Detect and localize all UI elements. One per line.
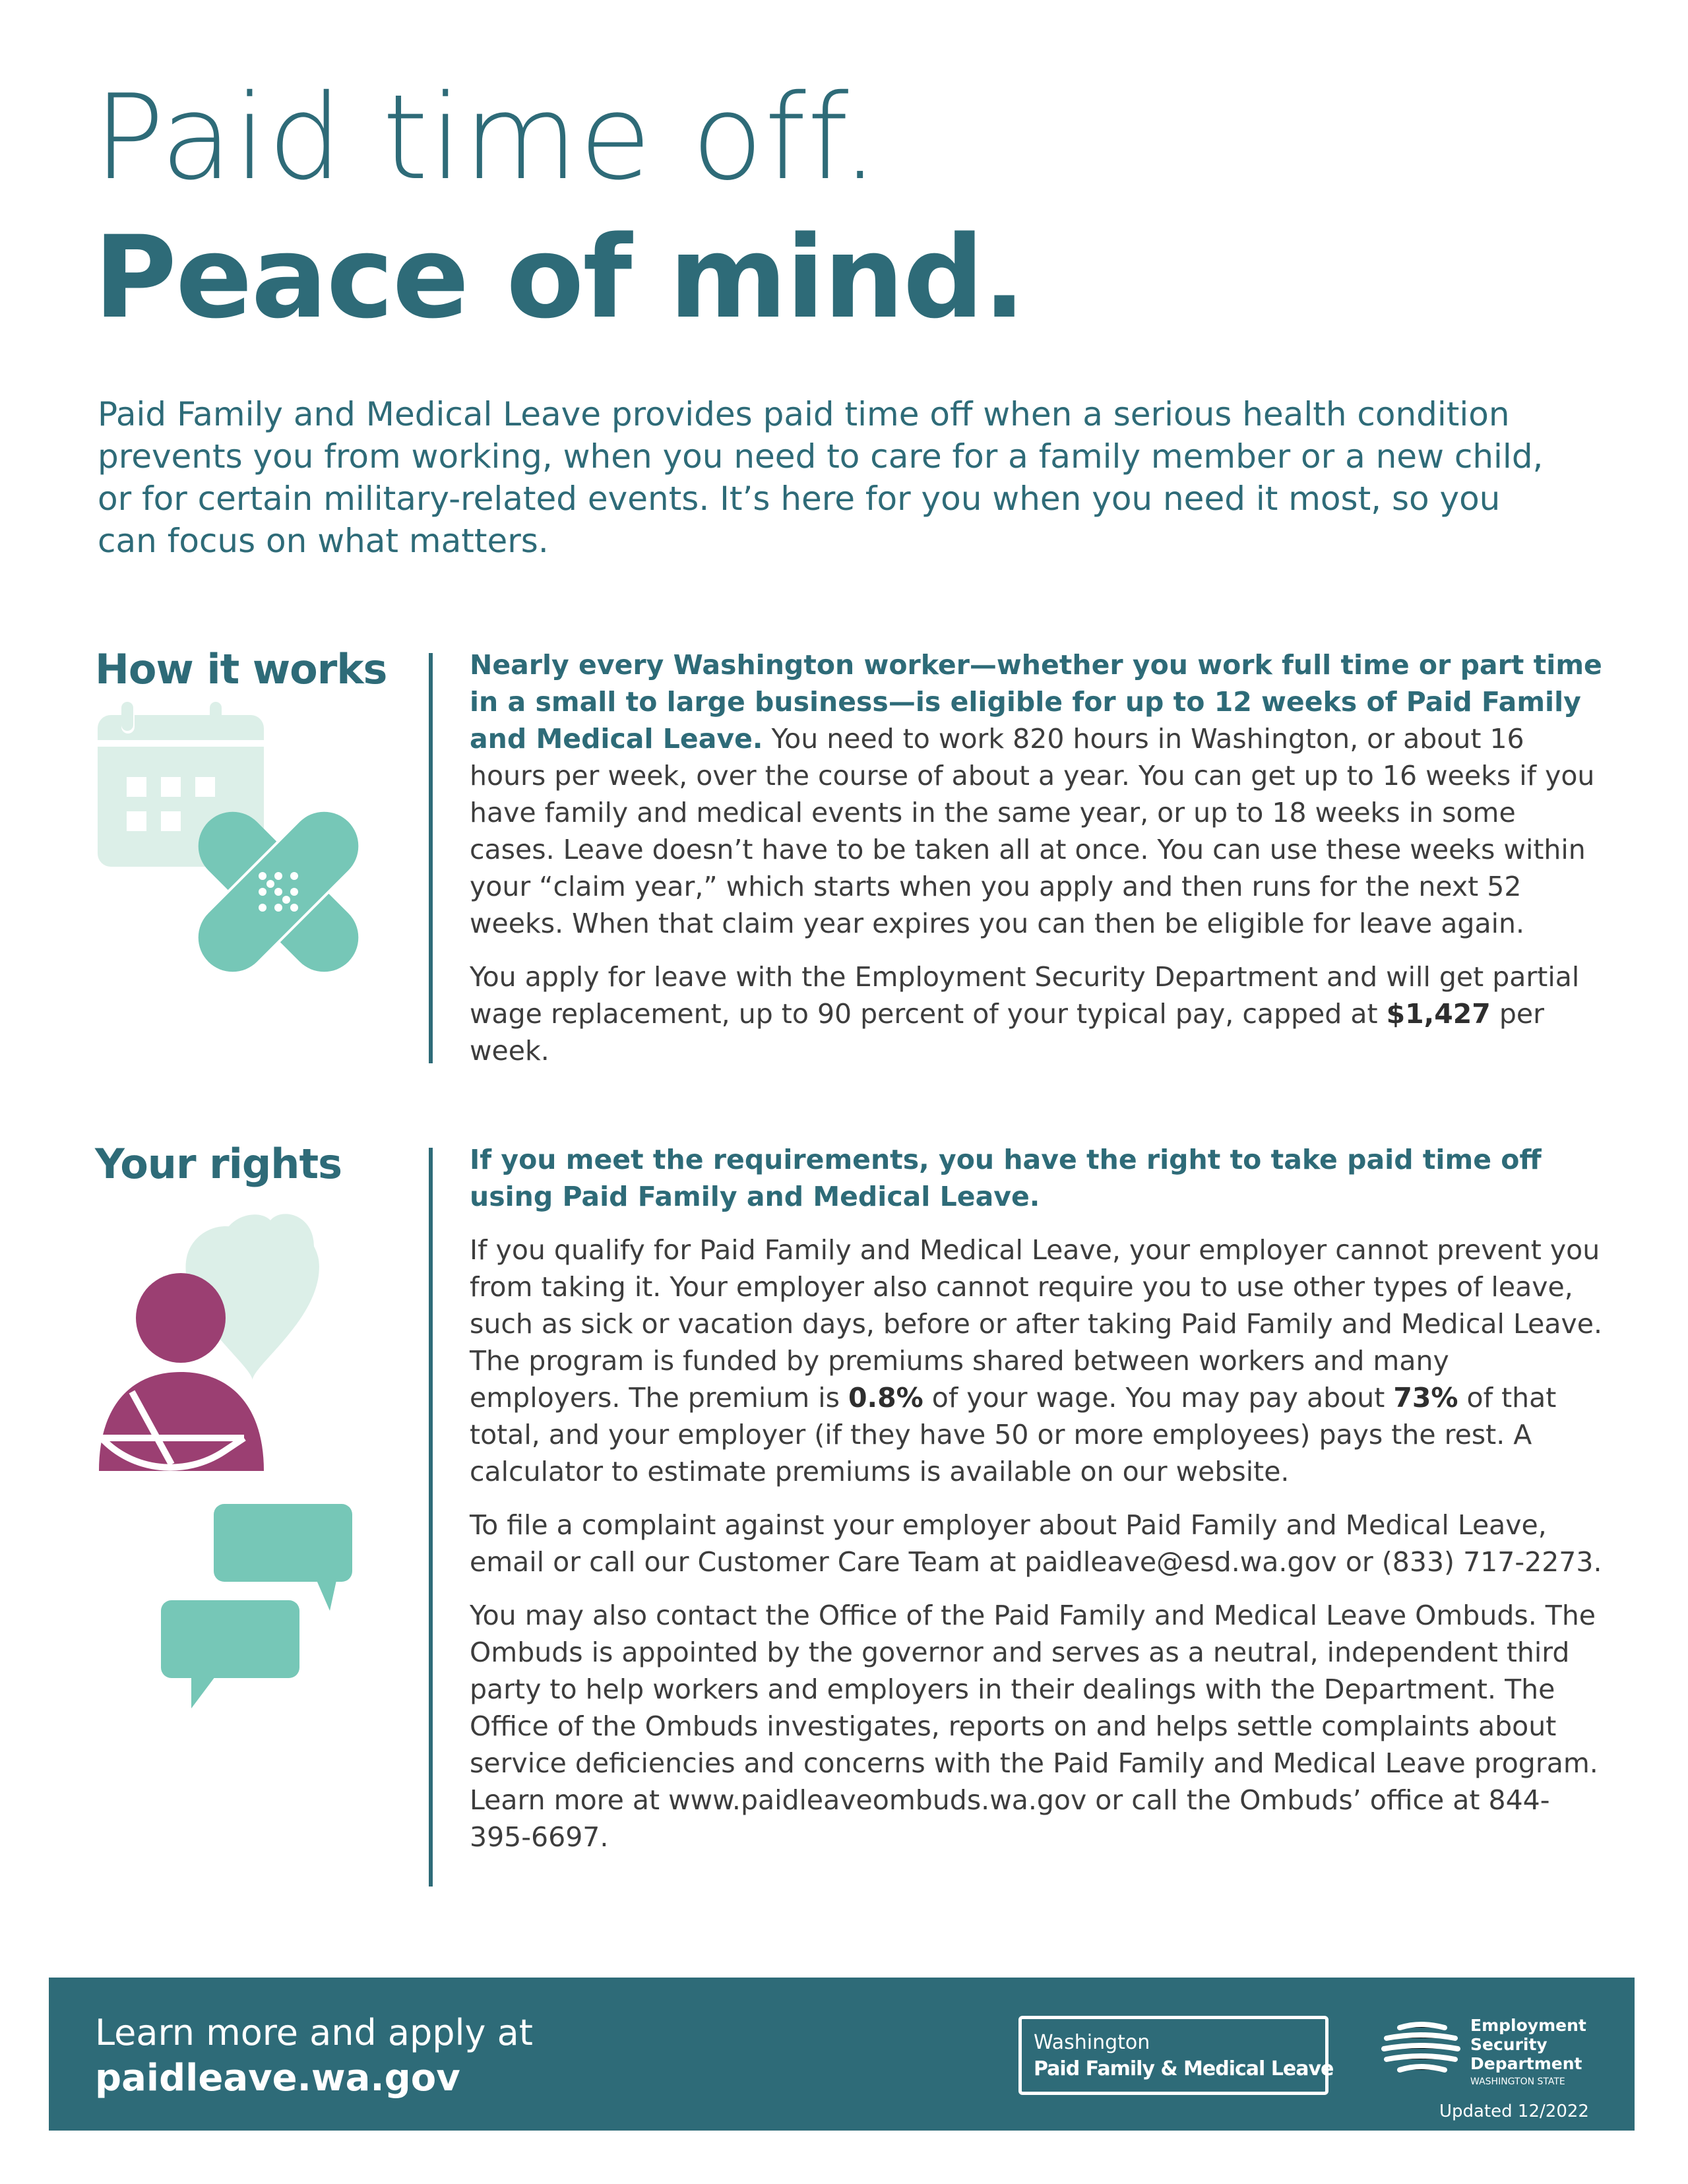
esd-logo-subtitle: WASHINGTON STATE [1470, 2076, 1565, 2087]
footer-banner [49, 1978, 1635, 2131]
how-it-works-heading: How it works [95, 645, 387, 693]
your-rights-body [470, 1141, 1604, 1872]
title-line-1: Paid time off. [94, 69, 881, 206]
title-line-2: Peace of mind. [94, 211, 1025, 344]
esd-name-line-1: Employment [1470, 2016, 1586, 2035]
how-it-works-paragraph-2 [470, 958, 1604, 1069]
intro-paragraph: Paid Family and Medical Leave provides paid time off when a serious health condition prevents you from working, when you need to care for a family member or a new child, or for certain military-related events. It’s here for you when you need it most, so you can focus on what matters. [98, 395, 1544, 560]
footer-url-link[interactable]: paidleave.wa.gov [95, 2057, 460, 2100]
your-rights-lead: If you meet the requirements, you have the right to take paid time off using Paid Family and Medical Leave. [470, 1144, 1542, 1212]
calendar-bandage-illustration [98, 699, 375, 989]
esd-name-line-2: Security [1470, 2035, 1547, 2054]
pfml-logo-name: Paid Family & Medical Leave [1034, 2057, 1334, 2080]
your-rights-divider [429, 1148, 433, 1887]
esd-flag-icon [1381, 2018, 1460, 2078]
weekly-cap-amount: $1,427 [1386, 998, 1491, 1030]
per-week-text: per week. [470, 998, 1544, 1067]
premium-text-b: of your wage. You may pay about [923, 1382, 1394, 1414]
chat-bubbles-icon [161, 1504, 352, 1708]
premium-text-c: of that total, and your employer (if they have 50 or more employees) pays the rest. A calculator to estimate premiums is available on our website. [470, 1382, 1557, 1487]
how-it-works-divider [429, 653, 433, 1063]
your-rights-paragraph-1 [470, 1232, 1604, 1490]
esd-name-line-3: Department [1470, 2054, 1582, 2073]
person-heart-chat-illustration [92, 1207, 383, 1722]
eligibility-lead: Nearly every Washington worker—whether you work full time or part time in a small to large business—is eligible for up to 12 weeks of Paid Family and Medical Leave. [470, 649, 1602, 755]
updated-date: Updated 12/2022 [1439, 2102, 1589, 2121]
pfml-logo [1018, 2016, 1334, 2095]
your-rights-paragraph-3: You may also contact the Office of the Paid Family and Medical Leave Ombuds. The Ombuds is appointed by the governor and serves as a neutral, independent third party to help workers and employers in their dealings with the Department. The Office of the Ombuds investigates, reports on and helps settle complaints about service deficiencies and concerns with the Paid Family and Medical Leave program. Learn more at www.paidleaveombuds.wa.gov or call the Ombuds’ office at 844-395-6697. [470, 1600, 1598, 1853]
your-rights-paragraph-2: To file a complaint against your employer about Paid Family and Medical Leave, email or call our Customer Care Team at paidleave@esd.wa.gov or (833) 717-2273. [470, 1509, 1602, 1578]
bandage-icon [184, 797, 373, 986]
how-it-works-paragraph-1 [470, 646, 1604, 942]
premium-rate: 0.8% [848, 1382, 923, 1414]
eligibility-details: You need to work 820 hours in Washington, or about 16 hours per week, over the course of about a year. You can get up to 16 weeks if you have family and medical events in the same year, or up to 18 weeks in some cases. Leave doesn’t have to be taken all at once. You can use these weeks within your “claim year,” which starts when you apply and then runs for the next 52 weeks. When that claim year expires you can then be eligible for leave again. [470, 723, 1595, 939]
pfml-logo-state: Washington [1034, 2031, 1150, 2054]
wage-replacement-text: You apply for leave with the Employment Security Department and will get partial wage replacement, up to 90 percent of your typical pay, capped at [470, 961, 1580, 1030]
how-it-works-body [470, 646, 1604, 1086]
footer-learn-more: Learn more and apply at [95, 2012, 533, 2053]
worker-share: 73% [1393, 1382, 1458, 1414]
premium-text-a: If you qualify for Paid Family and Medical Leave, your employer cannot prevent you from taking it. Your employer also cannot require you to use other types of leave, such as sick or vacation days, before or after taking Paid Family and Medical Leave. The program is funded by premiums shared between workers and many employers. The premium is [470, 1234, 1602, 1414]
esd-logo-name [1470, 2016, 1586, 2073]
your-rights-heading: Your rights [95, 1140, 342, 1188]
